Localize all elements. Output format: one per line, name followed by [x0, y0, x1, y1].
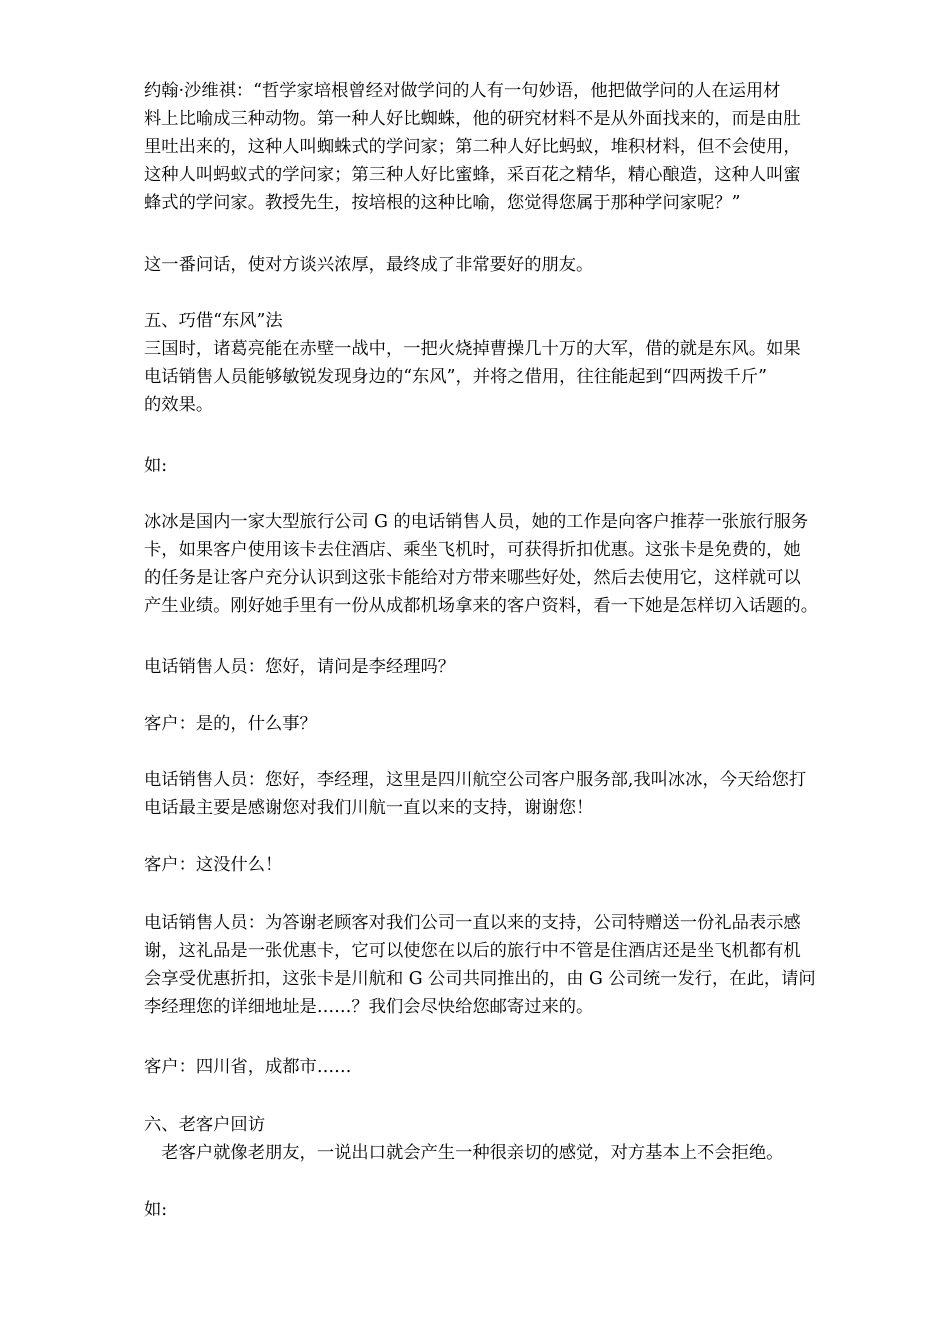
text-line: 料上比喻成三种动物。第一种人好比蜘蛛，他的研究材料不是从外面找来的，而是由肚: [144, 109, 801, 129]
story-paragraph: [144, 508, 889, 620]
text-line: 卡，如果客户使用该卡去住酒店、乘坐飞机时，可获得折扣优惠。这张卡是免费的，她: [144, 540, 801, 560]
section-heading: 六、老客户回访: [144, 1115, 265, 1135]
text-line: 客户：这没什么！: [144, 855, 283, 875]
text-line: 电话销售人员：您好，请问是李经理吗？: [144, 657, 456, 677]
text-line: 会享受优惠折扣，这张卡是川航和 G 公司共同推出的，由 G 公司统一发行，在此，请问: [144, 969, 816, 989]
text-line: 老客户就像老朋友，一说出口就会产生一种很亲切的感觉，对方基本上不会拒绝。: [144, 1143, 784, 1163]
quote-paragraph: [144, 77, 889, 217]
text-line: 的任务是让客户充分认识到这张卡能给对方带来哪些好处，然后去使用它，这样就可以: [144, 568, 801, 588]
section-5: [144, 307, 889, 419]
text-line: 产生业绩。刚好她手里有一份从成都机场拿来的客户资料，看一下她是怎样切入话题的。: [144, 596, 818, 616]
text-line: 里吐出来的，这种人叫蜘蛛式的学问家；第二种人好比蚂蚁，堆积材料，但不会使用，: [144, 137, 801, 157]
text-line: 电话销售人员：您好，李经理，这里是四川航空公司客户服务部,我叫冰冰，今天给您打: [144, 770, 807, 790]
text-line: 这一番问话，使对方谈兴浓厚，最终成了非常要好的朋友。: [144, 255, 594, 275]
text-line: 客户：是的，什么事？: [144, 714, 317, 734]
text-line: 三国时，诸葛亮能在赤壁一战中，一把火烧掉曹操几十万的大军，借的就是东风。如果: [144, 339, 801, 359]
text-line: 这种人叫蚂蚁式的学问家；第三种人好比蜜蜂，采百花之精华，精心酿造，这种人叫蜜: [144, 165, 801, 185]
text-line: 如:: [144, 456, 168, 476]
text-line: 电话销售人员：为答谢老顾客对我们公司一直以来的支持，公司特赠送一份礼品表示感: [144, 913, 801, 933]
text-line: 电话销售人员能够敏锐发现身边的“东风”，并将之借用，往往能起到“四两拨千斤”: [144, 367, 767, 387]
text-line: 李经理您的详细地址是……？我们会尽快给您邮寄过来的。: [144, 997, 594, 1017]
text-line: 冰冰是国内一家大型旅行公司 G 的电话销售人员，她的工作是向客户推荐一张旅行服务: [144, 512, 809, 532]
text-line: 约翰·沙维祺：“哲学家培根曾经对做学问的人有一句妙语，他把做学问的人在运用材: [144, 81, 781, 101]
section-6: [144, 1111, 889, 1167]
text-line: 客户：四川省，成都市……: [144, 1057, 352, 1077]
text-line: 蜂式的学问家。教授先生，按培根的这种比喻，您觉得您属于那种学问家呢？”: [144, 193, 741, 213]
dialogue-line: [144, 851, 889, 879]
text-line: 的效果。: [144, 395, 214, 415]
text-line: 如:: [144, 1200, 168, 1220]
result-paragraph: [144, 251, 889, 279]
dialogue-line: [144, 766, 889, 822]
text-line: 电话最主要是感谢您对我们川航一直以来的支持，谢谢您！: [144, 798, 594, 818]
example-label: [144, 452, 889, 480]
dialogue-line: [144, 1053, 889, 1081]
text-line: 谢，这礼品是一张优惠卡，它可以使您在以后的旅行中不管是住酒店还是坐飞机都有机: [144, 941, 801, 961]
dialogue-line: [144, 909, 889, 1021]
dialogue-line: [144, 710, 889, 738]
section-heading: 五、巧借“东风”法: [144, 311, 283, 331]
dialogue-line: [144, 653, 889, 681]
example-label: [144, 1196, 889, 1224]
